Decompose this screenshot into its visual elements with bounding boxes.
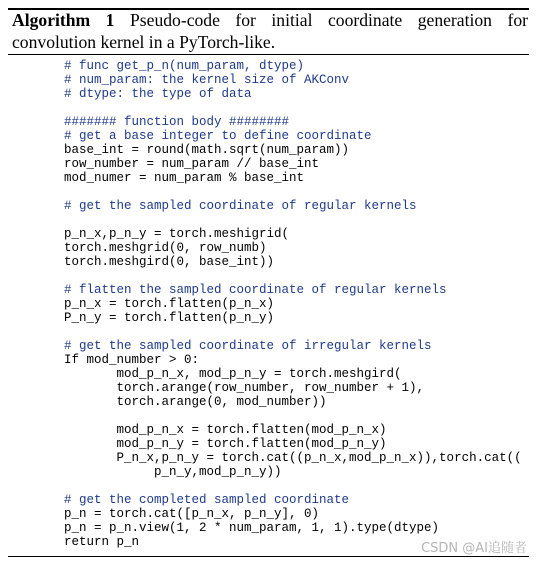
code-line: torch.arange(row_number, row_number + 1), <box>64 381 425 395</box>
code-line: base_int = round(math.sqrt(num_param)) <box>64 143 350 157</box>
code-line: p_n_y,mod_p_n_y)) <box>64 465 282 479</box>
code-line: mod_p_n_x, mod_p_n_y = torch.meshgird( <box>64 367 402 381</box>
code-comment-line: # get a base integer to define coordinate <box>64 129 372 143</box>
code-blank-line <box>64 213 522 227</box>
algorithm-caption-text: Pseudo-code for initial coordinate generation for convolution kernel in a PyTorch-like. <box>12 10 528 52</box>
code-comment-line: # flatten the sampled coordinate of regular kernels <box>64 283 447 297</box>
code-blank-line <box>64 185 522 199</box>
code-blank-line <box>64 101 522 115</box>
algorithm-bottom-rule <box>8 556 529 557</box>
code-line: mod_p_n_y = torch.flatten(mod_p_n_y) <box>64 437 387 451</box>
code-line: p_n = p_n.view(1, 2 * num_param, 1, 1).type(dtype) <box>64 521 440 535</box>
algorithm-caption-rule <box>8 54 529 55</box>
code-line: If mod_number > 0: <box>64 353 200 367</box>
algorithm-caption <box>12 9 528 53</box>
code-line: p_n_x = torch.flatten(p_n_x) <box>64 297 275 311</box>
algorithm-label: Algorithm 1 <box>12 10 115 30</box>
code-comment-line: # get the sampled coordinate of regular kernels <box>64 199 417 213</box>
code-comment-line: ####### function body ######## <box>64 115 290 129</box>
code-line: mod_p_n_x = torch.flatten(mod_p_n_x) <box>64 423 387 437</box>
code-line: P_n_x,p_n_y = torch.cat((p_n_x,mod_p_n_x)),torch.cat(( <box>64 451 522 465</box>
code-comment-line: # func get_p_n(num_param, dtype) <box>64 59 305 73</box>
watermark: CSDN @AI追随者 <box>421 541 527 556</box>
code-block <box>64 59 522 549</box>
code-line: mod_numer = num_param % base_int <box>64 171 305 185</box>
code-line: p_n_x,p_n_y = torch.meshigrid( <box>64 227 290 241</box>
code-line: torch.meshgird(0, base_int)) <box>64 255 275 269</box>
code-line: p_n = torch.cat([p_n_x, p_n_y], 0) <box>64 507 320 521</box>
code-blank-line <box>64 325 522 339</box>
code-line: row_number = num_param // base_int <box>64 157 320 171</box>
code-blank-line <box>64 269 522 283</box>
code-comment-line: # get the sampled coordinate of irregular kernels <box>64 339 432 353</box>
code-blank-line <box>64 409 522 423</box>
code-line: return p_n <box>64 535 140 549</box>
code-line: torch.arange(0, mod_number)) <box>64 395 327 409</box>
code-line: torch.meshgrid(0, row_numb) <box>64 241 267 255</box>
code-line: P_n_y = torch.flatten(p_n_y) <box>64 311 275 325</box>
code-comment-line: # get the completed sampled coordinate <box>64 493 350 507</box>
code-comment-line: # num_param: the kernel size of AKConv <box>64 73 350 87</box>
code-blank-line <box>64 479 522 493</box>
code-comment-line: # dtype: the type of data <box>64 87 252 101</box>
